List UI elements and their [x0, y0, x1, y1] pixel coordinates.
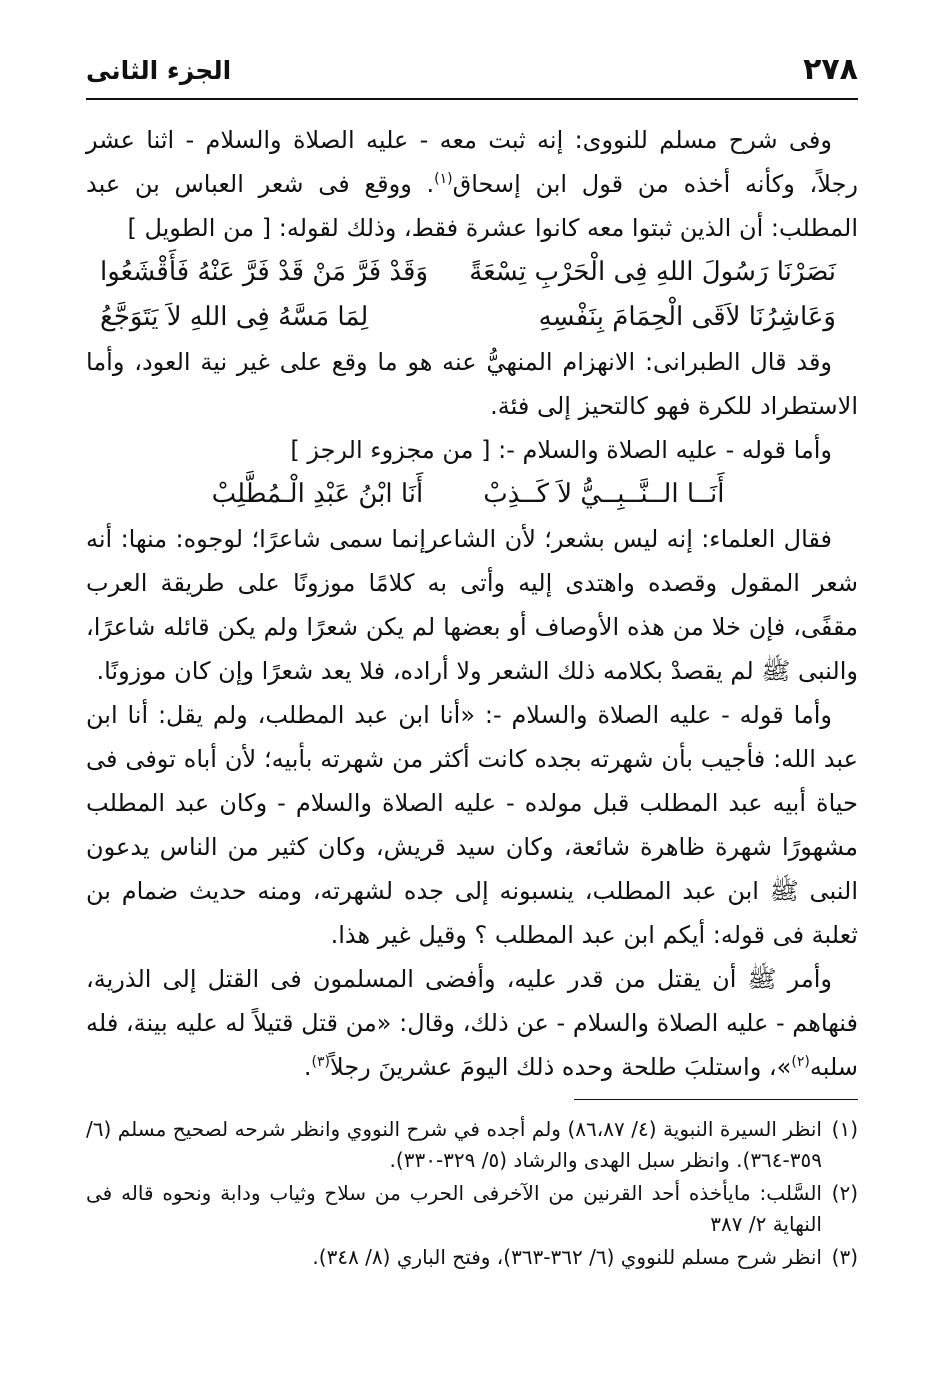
- footnote-text: انظر السيرة النبوية (٤/ ٨٦،٨٧) ولم أجده في شرح النووي وانظر شرحه لصحيح مسلم (٦/ ٣٥٩-٣٦٤). وانظر سبل الهدى والرشاد (٥/ ٣٢٩-٣٣٠).: [86, 1117, 822, 1172]
- verse-line: [86, 295, 858, 340]
- footnote-number: (١): [831, 1117, 858, 1141]
- paragraph-text: . ووقع فى شعر العباس بن عبد المطلب: أن الذين ثبتوا معه كانوا عشرة فقط، وذلك لقوله: [ من الطويل ]: [86, 170, 858, 242]
- running-head: الجزء الثانى: [86, 56, 232, 85]
- footnote: [86, 1178, 858, 1240]
- paragraph-text: .: [303, 1053, 312, 1081]
- footnote: [86, 1242, 858, 1273]
- paragraph: وأما قوله - عليه الصلاة والسلام -: «أنا ابن عبد المطلب، ولم يقل: أنا ابن عبد الله: فأجيب بأن شهرته بجده كانت أكثر من شهرته بأبيه؛ لأن أباه توفى فى حياة أبيه عبد المطلب قبل مولده - عليه الصلاة والسلام - وكان عبد المطلب مشهورًا شهرة ظاهرة شائعة، وكان سيد قريش، وكان كثير من الناس يدعون النبى ﷺ ابن عبد المطلب، ينسبونه إلى جده لشهرته، ومنه حديث ضمام بن ثعلبة فى قوله: أيكم ابن عبد المطلب ؟ وقيل غير هذا.: [86, 701, 858, 949]
- footnote-ref: (٢): [791, 1054, 810, 1070]
- footnote-text: السَّلب: مايأخذه أحد القرنين من الآخرفى الحرب من سلاح وثياب ودابة ونحوه قاله فى النهاية ٢/ ٣٨٧: [86, 1181, 822, 1236]
- verse-hemistich: وَعَاشِرُنَا لاَقَى الْحِمَامَ بِنَفْسِهِ: [538, 302, 836, 332]
- paragraph: فقال العلماء: إنه ليس بشعر؛ لأن الشاعرإنما سمى شاعرًا؛ لوجوه: منها: أنه شعر المقول وقصده واهتدى إليه وأتى به كلامًا موزونًا على طريقة العرب مقفًى، فإن خلا من هذه الأوصاف أو بعضها لم يكن شعرًا ولم يكن قائله شاعرًا، والنبى ﷺ لم يقصدْ بكلامه ذلك الشعر ولا أراده، فلا يعد شعرًا وإن كان موزونًا.: [86, 525, 858, 685]
- paragraph-text: »، واستلبَ طلحة وحده ذلك اليومَ عشرينَ رجلاً: [330, 1053, 792, 1081]
- main-text: [86, 118, 858, 1089]
- footnote-ref: (٣): [311, 1054, 331, 1070]
- footnote-number: (٣): [831, 1245, 858, 1269]
- verse-line: [86, 472, 858, 517]
- footnote-divider: [574, 1099, 858, 1100]
- footnotes: [86, 1114, 858, 1275]
- verse-hemistich: لِمَا مَسَّهُ فِى اللهِ لاَ يَتَوَجَّعُ: [100, 302, 369, 332]
- paragraph: [86, 957, 858, 1089]
- paragraph: وقد قال الطبرانى: الانهزام المنهيُّ عنه هو ما وقع على غير نية العود، وأما الاستطراد للكرة فهو كالتحيز إلى فئة.: [86, 348, 858, 420]
- paragraph: وأما قوله - عليه الصلاة والسلام -: [ من مجزوء الرجز ]: [290, 436, 832, 464]
- header-rule: [86, 98, 858, 100]
- page-number: ٢٧٨: [803, 52, 858, 87]
- footnote-ref: (١): [434, 171, 453, 187]
- footnote-number: (٢): [831, 1181, 858, 1205]
- paragraph-text: وفى شرح مسلم للنووى: إنه ثبت معه - عليه الصلاة والسلام - اثنا عشر رجلاً، وكأنه أخذه من قول ابن إسحاق: [86, 126, 858, 198]
- verse-hemistich: أَنَــا الــنَّــبِــيُّ لاَ كَــذِبْ: [483, 479, 725, 509]
- verse-hemistich: أَنَا ابْنُ عَبْدِ الْـمُطَّلِبْ: [211, 479, 424, 509]
- paragraph-text: وأمر ﷺ أن يقتل من قدر عليه، وأفضى المسلمون فى القتل إلى الذرية، فنهاهم - عليه الصلاة والسلام - عن ذلك، وقال: «من قتل قتيلاً له عليه بينة، فله سلبه: [86, 965, 858, 1081]
- verse-hemistich: وَقَدْ فَرَّ مَنْ قَدْ فَرَّ عَنْهُ فَأَقْشَعُوا: [100, 257, 429, 287]
- verse-line: [86, 250, 858, 295]
- page-header: [86, 44, 858, 100]
- paragraph: [86, 118, 858, 250]
- footnote-text: انظر شرح مسلم للنووي (٦/ ٣٦٢-٣٦٣)، وفتح الباري (٨/ ٣٤٨).: [312, 1245, 822, 1269]
- verse-hemistich: نَصَرْنَا رَسُولَ اللهِ فِى الْحَرْبِ تِسْعَةً: [469, 257, 836, 287]
- footnote: [86, 1114, 858, 1176]
